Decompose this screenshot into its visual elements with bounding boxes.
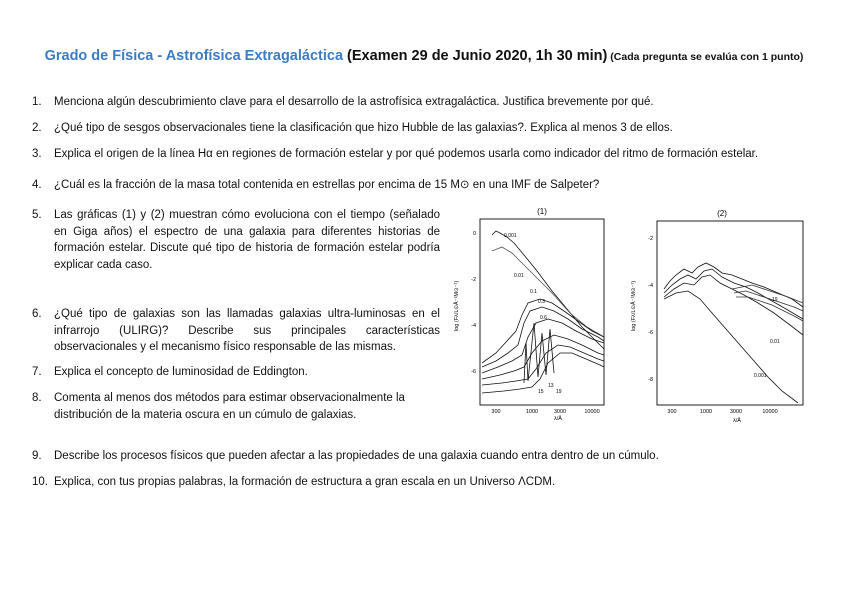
panel-2-ylabel: log (Fλ/L⊙Å⁻¹M⊙⁻¹) [631,280,637,331]
question-number: 6. [32,308,42,320]
exam-info: (Examen 29 de Junio 2020, 1h 30 min) [343,48,608,64]
ytick-label: 0 [472,231,476,237]
curve-label: 0.001 [754,373,767,379]
panel-2 [630,209,803,424]
question-text: Explica el origen de la línea Hα en regiones de formación estelar y por qué podemos usarla como indicador del ritmo de formación estelar. [54,148,759,160]
sed-figure [452,203,812,428]
question-number: 10. [32,476,48,488]
panel-2-frame [657,221,803,405]
question-number: 4. [32,179,42,191]
question-3 [32,146,812,163]
curve-label: 0.3 [538,299,545,305]
question-2 [32,120,812,137]
curve-label: 19 [772,297,778,303]
curve-label: 0.1 [530,289,537,295]
xtick-label: 1000 [525,409,539,415]
question-text: ¿Qué tipo de galaxias son las llamadas galaxias ultra-luminosas en el infrarrojo (ULIRG)? Describe sus principales características observacionales y el mecanismo físico responsable de las mismas. [54,308,440,353]
question-text: ¿Qué tipo de sesgos observacionales tiene la clasificación que hizo Hubble de las galaxias?. Explica al menos 3 de ellos. [54,122,673,134]
question-5 [32,207,440,273]
panel-1-frame [480,219,604,405]
question-number: 3. [32,148,42,160]
curve-label: 15 [538,389,544,395]
question-text: Describe los procesos físicos que pueden afectar a las propiedades de una galaxia cuando entra dentro de un cúmulo. [54,450,659,462]
question-4 [32,177,812,194]
panel-2-curves [664,263,803,403]
panel-1-curves [482,231,604,393]
curve-label: 0.6 [540,315,547,321]
xtick-label: 10000 [762,409,778,415]
exam-header [0,48,848,64]
question-number: 7. [32,366,42,378]
question-10 [32,474,812,491]
question-1 [32,94,812,111]
question-text: ¿Cuál es la fracción de la masa total contenida en estrellas por encima de 15 M⊙ en una IMF de Salpeter? [54,179,600,191]
question-text: Explica el concepto de luminosidad de Eddington. [54,366,308,378]
curve-label: 19 [556,389,562,395]
question-number: 8. [32,392,42,404]
xtick-label: 1000 [699,409,713,415]
ytick-label: -6 [648,330,653,336]
question-text: Las gráficas (1) y (2) muestran cómo evoluciona con el tiempo (señalado en Giga años) el espectro de una galaxia para diferentes historias de formación estelar. Discute qué tipo de historia de formación estelar podría explicar cada caso. [54,209,440,271]
panel-1-label: (1) [537,207,547,216]
curve-label: 0.001 [504,233,517,239]
question-number: 2. [32,122,42,134]
question-6 [32,306,440,356]
question-number: 9. [32,450,42,462]
xtick-label: 300 [667,409,677,415]
ytick-label: -4 [471,323,476,329]
ytick-label: -8 [648,377,653,383]
question-text: Comenta al menos dos métodos para estimar observacionalmente la distribución de la materia oscura en un cúmulo de galaxias. [54,392,405,421]
panel-2-label: (2) [717,209,727,218]
curve-label: 0.01 [770,339,780,345]
grading-note: (Cada pregunta se evalúa con 1 punto) [607,51,804,63]
ytick-label: -4 [648,283,653,289]
question-9 [32,448,812,465]
question-number: 1. [32,96,42,108]
question-text: Menciona algún descubrimiento clave para el desarrollo de la astrofísica extragaláctica. Justifica brevemente por qué. [54,96,654,108]
xtick-label: 3000 [729,409,743,415]
ytick-label: -2 [648,236,653,242]
ytick-label: -6 [471,369,476,375]
course-title: Grado de Física - Astrofísica Extragaláctica [44,48,344,64]
curve-label: 13 [548,383,554,389]
panel-1-xlabel: λ/Å [554,416,562,422]
panel-2-xlabel: λ/Å [733,418,741,424]
panel-1-ylabel: log (Fλ/L⊙Å⁻¹M⊙⁻¹) [454,280,460,331]
question-8 [32,390,440,423]
xtick-label: 300 [491,409,501,415]
curve-label: 0.01 [514,273,524,279]
question-7 [32,364,440,381]
xtick-label: 3000 [553,409,567,415]
panel-1 [453,207,604,422]
xtick-label: 10000 [584,409,600,415]
question-number: 5. [32,209,42,221]
ytick-label: -2 [471,277,476,283]
question-text: Explica, con tus propias palabras, la formación de estructura a gran escala en un Universo ΛCDM. [54,476,556,488]
